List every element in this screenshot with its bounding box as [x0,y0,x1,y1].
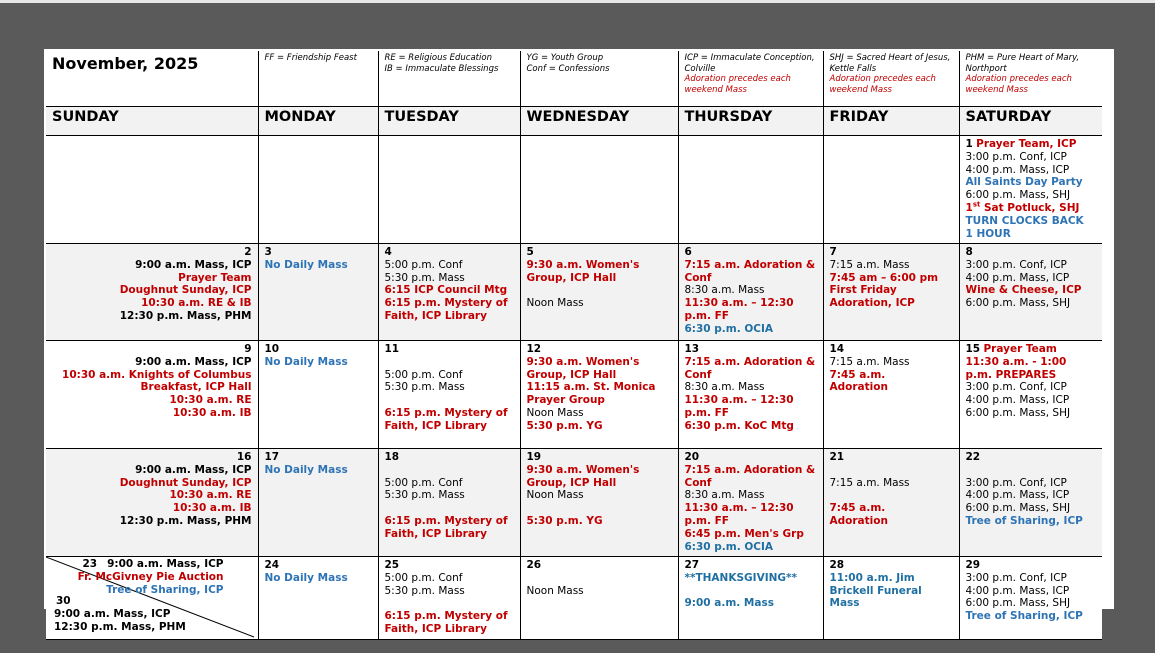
event-text: Adoration [829,381,888,394]
event-text: 5:30 p.m. Mass [384,271,465,284]
event-text: 3:00 p.m. Conf, ICP [965,381,1067,394]
event-text: 5:00 p.m. Conf [384,571,463,584]
event-text: 7:15 a.m. Adoration & Conf [684,463,816,489]
week-row [46,557,1102,640]
event-text: 8:30 a.m. Mass [684,381,765,394]
window-top-edge [0,0,1155,3]
event-text: 6:15 ICP Council Mtg [384,284,508,297]
day-cell[interactable] [959,341,1102,449]
event-text: 9:30 a.m. Women's Group, ICP Hall [526,355,640,381]
day-number: 24 [264,559,280,571]
event-text: No Daily Mass [264,355,348,368]
event-text: 5:00 p.m. Conf [384,258,463,271]
week-row [46,449,1102,557]
event-text: 10:30 a.m. RE [169,394,252,407]
event-text: 6:15 p.m. Mystery of Faith, ICP Library [384,514,508,540]
day-cell[interactable] [378,244,520,341]
day-cell[interactable] [258,244,378,341]
day-cell[interactable] [823,136,959,244]
event-text: Adoration, ICP [829,297,915,310]
event-text: 6:15 p.m. Mystery of Faith, ICP Library [384,610,508,635]
event-text: 1 HOUR [965,227,1011,240]
event-text: 10:30 a.m. IB [172,406,252,419]
event-text: 7:45 a.m. [829,502,886,515]
event-text: 7:45 am – 6:00 pm [829,271,939,284]
day-cell[interactable] [258,341,378,449]
day-30-events [54,595,186,633]
day-number: 25 [384,559,400,571]
event-text: 4:00 p.m. Mass, ICP [965,394,1070,407]
legend-text: RE = Religious Education [384,53,492,63]
spacer [966,464,1097,477]
spacer [527,572,672,585]
weekday-header-saturday: SATURDAY [959,107,1102,136]
day-cell[interactable] [378,136,520,244]
month-title: November, 2025 [46,51,258,107]
event-text: Noon Mass [526,406,584,419]
day-cell[interactable] [678,244,823,341]
event-text: Prayer Team, ICP [976,138,1077,150]
spacer [385,502,514,515]
event-text: 6:15 p.m. Mystery of Faith, ICP Library [384,406,508,432]
day-number: 29 [965,559,981,571]
day-cell[interactable] [678,449,823,557]
day-number: 7 [829,246,837,258]
legend-cell [378,51,520,107]
day-cell[interactable] [46,244,258,341]
day-cell[interactable] [678,557,823,640]
weekday-header-monday: MONDAY [258,107,378,136]
day-number: 22 [965,451,981,463]
legend-text: ICP = Immaculate Conception, Colville [684,53,815,74]
day-cell[interactable] [520,244,678,341]
event-text: 3:00 p.m. Conf, ICP [965,150,1067,163]
event-text: 1st Sat Potluck, SHJ [965,200,1080,214]
event-text: 11:00 a.m. Jim Brickell Funeral Mass [829,571,922,610]
event-text: 9:30 a.m. Women's Group, ICP Hall [526,463,640,489]
event-text: Adoration [829,514,888,527]
spacer [385,597,514,610]
legend-row [46,51,1102,107]
day-number: 26 [526,559,542,571]
day-cell[interactable] [46,341,258,449]
day-23-events [78,558,224,596]
event-text: 6:15 p.m. Mystery of Faith, ICP Library [384,297,508,322]
event-text: Noon Mass [526,297,584,310]
calendar-sheet [44,49,1114,635]
event-text: 6:00 p.m. Mass, SHJ [965,597,1071,610]
day-cell[interactable] [378,557,520,640]
event-text: 9:00 a.m. Mass, ICP [54,607,171,620]
day-number: 19 [526,451,542,463]
legend-note: Adoration precedes each weekend Mass [829,74,936,95]
day-cell[interactable] [46,449,258,557]
day-cell[interactable] [258,449,378,557]
day-cell[interactable] [823,341,959,449]
event-text: Prayer Team [178,271,252,284]
event-text: No Daily Mass [264,571,348,584]
event-text: 3:00 p.m. Conf, ICP [965,571,1067,584]
day-number: 12 [526,343,542,355]
day-number: 18 [384,451,400,463]
event-text: 6:00 p.m. Mass, SHJ [965,297,1071,310]
event-text: Fr. McGivney Pie Auction [77,570,224,583]
weekday-header-thursday: THURSDAY [678,107,823,136]
event-text: 11:30 a.m. – 12:30 p.m. FF [684,394,794,419]
day-number: 17 [264,451,280,463]
day-number: 6 [684,246,692,258]
event-text: **THANKSGIVING** [684,571,797,584]
event-text: No Daily Mass [264,463,348,476]
day-number: 27 [684,559,700,571]
day-cell[interactable] [678,136,823,244]
spacer [527,502,672,515]
event-text: 9:00 a.m. Mass, ICP [107,558,224,570]
event-text: 7:15 a.m. Mass [829,476,910,489]
event-text: 7:15 a.m. Mass [829,355,910,368]
event-text: 6:00 p.m. Mass, SHJ [965,502,1071,515]
day-cell[interactable] [46,557,258,640]
event-text: 8:30 a.m. Mass [684,284,765,297]
event-text: Tree of Sharing, ICP [965,514,1083,527]
day-number: 13 [684,343,700,355]
spacer [830,464,953,477]
spacer [385,356,514,369]
event-text: Wine & Cheese, ICP [965,284,1082,297]
spacer [385,464,514,477]
event-text: 4:00 p.m. Mass, ICP [965,163,1070,176]
weekday-header-wednesday: WEDNESDAY [520,107,678,136]
event-text: 5:30 p.m. YG [526,514,603,527]
event-text: All Saints Day Party [965,176,1083,189]
weekday-header-friday: FRIDAY [823,107,959,136]
weekday-header-sunday: SUNDAY [46,107,258,136]
legend-text: FF = Friendship Feast [264,53,357,63]
day-cell[interactable] [678,341,823,449]
event-text: First Friday [829,284,897,297]
event-text: 9:30 a.m. Women's Group, ICP Hall [526,258,640,284]
day-cell[interactable] [520,341,678,449]
legend-cell [959,51,1102,107]
legend-note: Adoration precedes each weekend Mass [684,74,791,95]
event-text: 3:00 p.m. Conf, ICP [965,476,1067,489]
event-text: 5:00 p.m. Conf [384,476,463,489]
event-text: 7:45 a.m. [829,368,886,381]
legend-text: Conf = Confessions [526,63,610,74]
day-number: 28 [829,559,845,571]
event-text: 6:30 p.m. OCIA [684,322,774,335]
event-text: 4:00 p.m. Mass, ICP [965,271,1070,284]
event-text: Doughnut Sunday, ICP [119,476,252,489]
day-number: 1 [965,138,973,150]
day-cell[interactable] [46,136,258,244]
week-row [46,341,1102,449]
event-text: 4:00 p.m. Mass, ICP [965,584,1070,597]
legend-cell [823,51,959,107]
event-text: 5:30 p.m. YG [526,419,603,432]
day-cell[interactable] [258,557,378,640]
legend-note: Adoration precedes each weekend Mass [965,74,1072,95]
event-text: 12:30 p.m. Mass, PHM [119,309,252,322]
event-text: 9:00 a.m. Mass [684,597,774,610]
event-text: Noon Mass [526,584,584,597]
spacer [527,284,672,297]
event-text: Tree of Sharing, ICP [106,583,224,596]
event-text: 11:15 a.m. St. Monica Prayer Group [526,381,656,407]
legend-cell [258,51,378,107]
legend-text: YG = Youth Group [526,53,604,63]
spacer [830,489,953,502]
day-number: 8 [965,246,973,258]
day-cell[interactable] [959,449,1102,557]
week-row [46,136,1102,244]
spacer [385,394,514,407]
day-number: 2 [244,246,252,258]
event-text: 6:30 p.m. KoC Mtg [684,419,794,432]
day-number: 30 [56,595,71,607]
event-text: 10:30 a.m. RE & IB [141,297,252,310]
week-row [46,244,1102,341]
legend-text: IB = Immaculate Blessings [384,63,499,74]
event-text: 6:00 p.m. Mass, SHJ [965,189,1071,202]
event-text: 11:30 a.m. – 12:30 p.m. FF [684,297,794,322]
event-text: Tree of Sharing, ICP [965,610,1083,623]
spacer [685,585,817,598]
event-text: Breakfast, ICP Hall [140,381,252,394]
event-text: 6:00 p.m. Mass, SHJ [965,406,1071,419]
event-text: 7:15 a.m. Adoration & Conf [684,355,816,381]
event-text: Prayer Team [983,343,1057,355]
event-text: 11:30 a.m. - 1:00 p.m. PREPARES [965,355,1067,381]
event-text: No Daily Mass [264,258,348,271]
event-text: 11:30 a.m. – 12:30 p.m. FF [684,502,794,527]
legend-cell [678,51,823,107]
event-text: 7:15 a.m. Mass [829,258,910,271]
day-number: 20 [684,451,700,463]
event-text: 10:30 a.m. IB [172,502,252,515]
event-text: 8:30 a.m. Mass [684,489,765,502]
day-cell[interactable] [520,449,678,557]
event-text: 5:30 p.m. Mass [384,381,465,394]
day-cell[interactable] [959,557,1102,640]
event-text: 5:30 p.m. Mass [384,584,465,597]
day-number: 9 [244,343,252,355]
day-cell[interactable] [258,136,378,244]
event-text: TURN CLOCKS BACK [965,214,1084,227]
event-text: 5:00 p.m. Conf [384,368,463,381]
event-text: 6:45 p.m. Men's Grp [684,527,804,540]
day-number: 15 [965,343,981,355]
day-number: 5 [526,246,534,258]
event-text: 7:15 a.m. Adoration & Conf [684,258,816,284]
weekday-header-tuesday: TUESDAY [378,107,520,136]
legend-text: SHJ = Sacred Heart of Jesus, Kettle Falls [829,53,951,74]
event-text: 5:30 p.m. Mass [384,489,465,502]
event-text: 12:30 p.m. Mass, PHM [119,514,252,527]
event-text: 10:30 a.m. RE [169,489,252,502]
day-cell[interactable] [378,341,520,449]
legend-cell [520,51,678,107]
day-number: 4 [384,246,392,258]
day-number: 3 [264,246,272,258]
event-text: 9:00 a.m. Mass, ICP [135,258,252,271]
weekday-header-row [46,107,1102,136]
day-cell[interactable] [520,136,678,244]
event-text: 12:30 p.m. Mass, PHM [54,620,186,633]
event-text: 10:30 a.m. Knights of Columbus [62,368,252,381]
event-text: 3:00 p.m. Conf, ICP [965,258,1067,271]
day-number: 14 [829,343,845,355]
event-text: 9:00 a.m. Mass, ICP [135,463,252,476]
day-cell[interactable] [959,244,1102,341]
event-text: 9:00 a.m. Mass, ICP [135,355,252,368]
day-cell[interactable] [823,557,959,640]
calendar-table [46,51,1102,640]
day-cell[interactable] [823,244,959,341]
day-number: 21 [829,451,845,463]
day-number: 11 [384,343,400,355]
legend-text: PHM = Pure Heart of Mary, Northport [965,53,1080,74]
event-text: Doughnut Sunday, ICP [119,284,252,297]
event-text: Noon Mass [526,489,584,502]
event-text: 6:30 p.m. OCIA [684,540,774,553]
day-cell[interactable] [823,449,959,557]
day-number: 16 [236,451,252,463]
day-cell[interactable] [959,136,1102,244]
day-number: 23 [82,558,98,570]
day-cell[interactable] [378,449,520,557]
day-number: 10 [264,343,280,355]
event-text: 4:00 p.m. Mass, ICP [965,489,1070,502]
day-cell[interactable] [520,557,678,640]
